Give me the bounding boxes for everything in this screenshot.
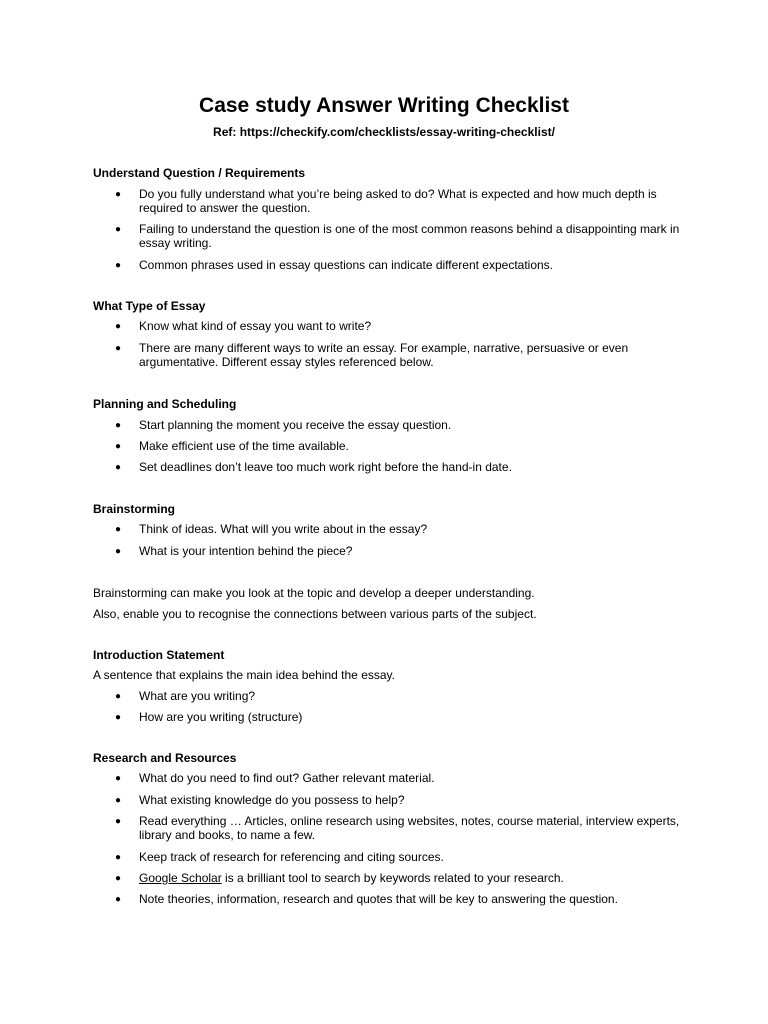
- bullet-icon: ●: [115, 260, 122, 271]
- reference-line: Ref: https://checkify.com/checklists/essay-writing-checklist/: [213, 125, 555, 139]
- list-item-text: Read everything … Articles, online research using websites, notes, course material, interview experts, library and books, to name a few.: [139, 814, 680, 842]
- google-scholar-description: is a brilliant tool to search by keywords related to your research.: [221, 871, 564, 885]
- list-item-text: How are you writing (structure): [139, 710, 303, 724]
- bullet-icon: ●: [115, 546, 122, 557]
- google-scholar-link[interactable]: Google Scholar: [139, 871, 222, 885]
- list-item-text: What is your intention behind the piece?: [139, 544, 353, 558]
- bullet-icon: ●: [115, 441, 122, 452]
- list-item-text: Common phrases used in essay questions can indicate different expectations.: [139, 258, 554, 272]
- bullet-icon: ●: [115, 462, 122, 473]
- list-item-text: What existing knowledge do you possess to help?: [139, 793, 405, 807]
- list-item-text: Set deadlines don’t leave too much work right before the hand-in date.: [139, 460, 512, 474]
- list-item-text: Note theories, information, research and quotes that will be key to answering the question.: [139, 892, 618, 906]
- section-heading-introduction: Introduction Statement: [93, 648, 225, 662]
- section-heading-planning: Planning and Scheduling: [93, 397, 237, 411]
- section-heading-research: Research and Resources: [93, 751, 237, 765]
- list-item-text: Start planning the moment you receive the essay question.: [139, 418, 452, 432]
- brainstorming-paragraph-2: Also, enable you to recognise the connections between various parts of the subject.: [93, 607, 537, 621]
- bullet-icon: ●: [115, 224, 122, 235]
- list-item-text: Know what kind of essay you want to write?: [139, 319, 372, 333]
- bullet-icon: ●: [115, 691, 122, 702]
- list-item-text: Make efficient use of the time available.: [139, 439, 349, 453]
- list-item-text: What do you need to find out? Gather relevant material.: [139, 771, 435, 785]
- bullet-icon: ●: [115, 873, 122, 884]
- list-item-text: Do you fully understand what you’re being asked to do? What is expected and how much depth is required to answer the question.: [139, 187, 657, 215]
- bullet-icon: ●: [115, 321, 122, 332]
- bullet-icon: ●: [115, 773, 122, 784]
- introduction-paragraph: A sentence that explains the main idea behind the essay.: [93, 668, 395, 682]
- section-heading-brainstorming: Brainstorming: [93, 502, 176, 516]
- list-item-text: There are many different ways to write an essay. For example, narrative, persuasive or even argumentative. Different essay styles referenced below.: [139, 341, 629, 369]
- bullet-icon: ●: [115, 795, 122, 806]
- bullet-icon: ●: [115, 894, 122, 905]
- bullet-icon: ●: [115, 816, 122, 827]
- list-item-text: Failing to understand the question is one of the most common reasons behind a disappointing mark in essay writing.: [139, 222, 680, 250]
- section-heading-essay-type: What Type of Essay: [93, 299, 206, 313]
- list-item-text: Keep track of research for referencing and citing sources.: [139, 850, 444, 864]
- list-item-text: Think of ideas. What will you write about in the essay?: [139, 522, 428, 536]
- section-heading-understand: Understand Question / Requirements: [93, 166, 306, 180]
- bullet-icon: ●: [115, 189, 122, 200]
- document-title: Case study Answer Writing Checklist: [199, 94, 569, 117]
- brainstorming-paragraph-1: Brainstorming can make you look at the topic and develop a deeper understanding.: [93, 586, 535, 600]
- bullet-icon: ●: [115, 524, 122, 535]
- bullet-icon: ●: [115, 420, 122, 431]
- bullet-icon: ●: [115, 852, 122, 863]
- bullet-icon: ●: [115, 343, 122, 354]
- bullet-icon: ●: [115, 712, 122, 723]
- list-item-text: What are you writing?: [139, 689, 256, 703]
- list-item-text: [139, 871, 684, 885]
